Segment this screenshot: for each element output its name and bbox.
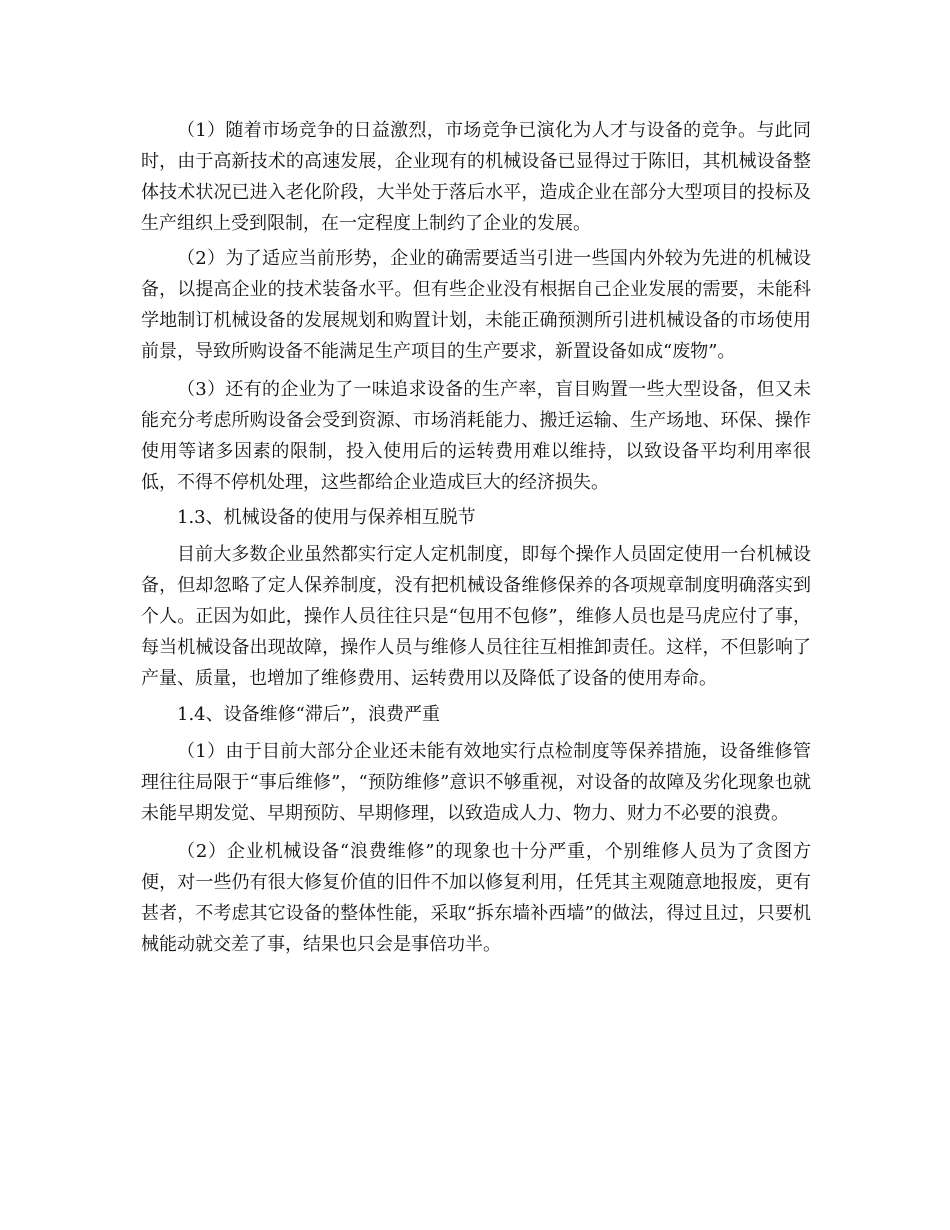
paragraph-4: 目前大多数企业虽然都实行定人定机制度，即每个操作人员固定使用一台机械设备，但却忽略了定人保养制度，没有把机械设备维修保养的各项规章制度明确落实到个人。正因为如此，操作人员往往只是“包用不包修”，维修人员也是马虎应付了事，每当机械设备出现故障，操作人员与维修人员往往互相推卸责任。这样，不但影响了产量、质量，也增加了维修费用、运转费用以及降低了设备的使用寿命。 — [141, 544, 811, 689]
paragraph-6: （2）企业机械设备“浪费维修”的现象也十分严重，个别维修人员为了贪图方便，对一些仍有很大修复价值的旧件不加以修复利用，任凭其主观随意地报废，更有甚者，不考虑其它设备的整体性能，采取“拆东墙补西墙”的做法，得过且过，只要机械能动就交差了事，结果也只会是事倍功半。 — [141, 841, 811, 955]
paragraph-5: （1）由于目前大部分企业还未能有效地实行点检制度等保养措施，设备维修管理往往局限于“事后维修”，“预防维修”意识不够重视，对设备的故障及劣化现象也就未能早期发觉、早期预防、早期修理，以致造成人力、物力、财力不必要的浪费。 — [141, 741, 811, 824]
paragraph-2: （2）为了适应当前形势，企业的确需要适当引进一些国内外较为先进的机械设备，以提高企业的技术装备水平。但有些企业没有根据自己企业发展的需要，未能科学地制订机械设备的发展规划和购置计划，未能正确预测所引进机械设备的市场使用前景，导致所购设备不能满足生产项目的生产要求，新置设备如成“废物”。 — [141, 248, 811, 362]
document-body — [141, 115, 811, 960]
section-heading-1-3: 1.3、机械设备的使用与保养相互脱节 — [177, 507, 476, 528]
section-heading-1-4: 1.4、设备维修“滞后”，浪费严重 — [177, 704, 441, 725]
paragraph-1: （1）随着市场竞争的日益激烈，市场竞争已演化为人才与设备的竞争。与此同时，由于高新技术的高速发展，企业现有的机械设备已显得过于陈旧，其机械设备整体技术状况已进入老化阶段，大半处于落后水平，造成企业在部分大型项目的投标及生产组织上受到限制，在一定程度上制约了企业的发展。 — [141, 120, 811, 234]
paragraph-3: （3）还有的企业为了一味追求设备的生产率，盲目购置一些大型设备，但又未能充分考虑所购设备会受到资源、市场消耗能力、搬迁运输、生产场地、环保、操作使用等诸多因素的限制，投入使用后的运转费用难以维持，以致设备平均利用率很低，不得不停机处理，这些都给企业造成巨大的经济损失。 — [141, 379, 811, 493]
